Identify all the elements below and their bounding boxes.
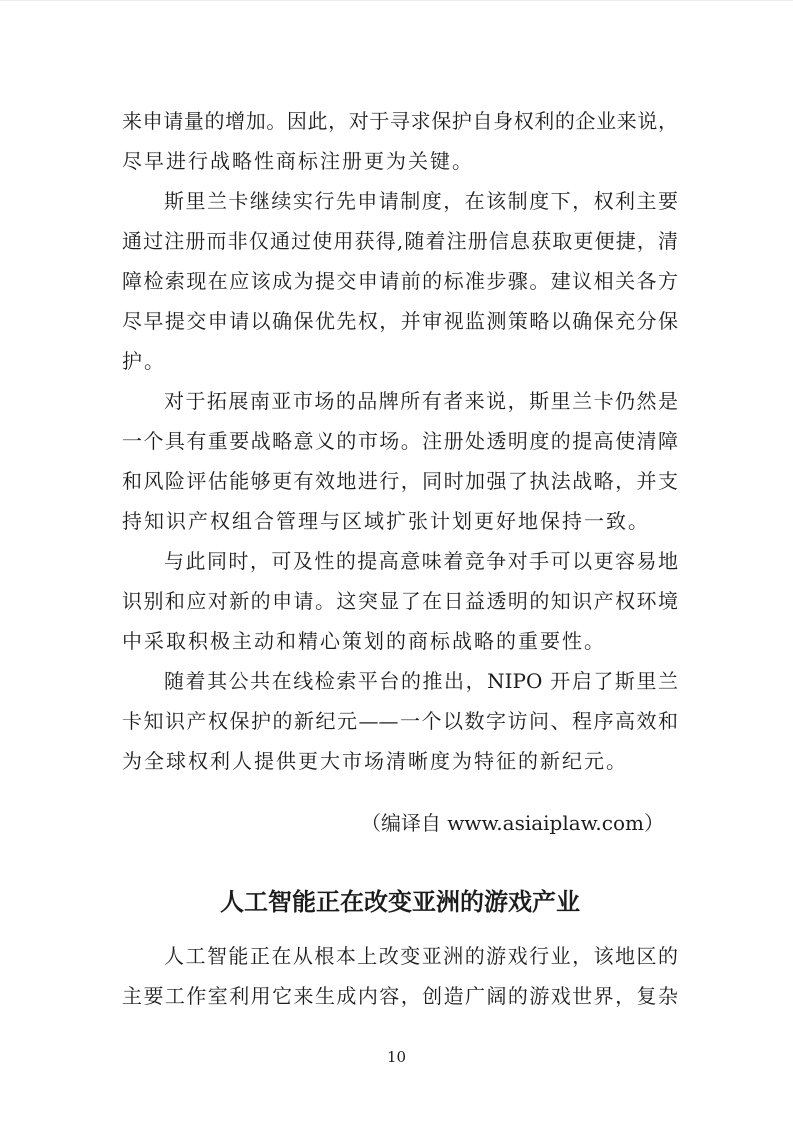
text-line: 来申请量的增加。因此，对于寻求保护自身权利的企业来说，	[122, 109, 678, 133]
text-line: 对于拓展南亚市场的品牌所有者来说，斯里兰卡仍然是	[164, 389, 678, 413]
text-line: 识别和应对新的申请。这突显了在日益透明的知识产权环境	[122, 589, 678, 613]
text-line: 一个具有重要战略意义的市场。注册处透明度的提高使清障	[122, 429, 678, 453]
page-body	[122, 101, 678, 1016]
text-line: 护。	[122, 349, 166, 373]
text-line: 通过注册而非仅通过使用获得,随着注册信息获取更便捷，清	[122, 229, 678, 253]
paragraph	[122, 541, 678, 661]
source-attribution: （编译自 www.asiaiplaw.com）	[360, 811, 664, 835]
text-line: 持知识产权组合管理与区域扩张计划更好地保持一致。	[122, 509, 650, 533]
paragraph	[122, 181, 678, 381]
text-line: 斯里兰卡继续实行先申请制度，在该制度下，权利主要	[164, 189, 678, 213]
paragraph	[122, 381, 678, 541]
text-line: 人工智能正在从根本上改变亚洲的游戏行业，该地区的	[164, 944, 678, 968]
paragraph	[122, 101, 678, 181]
text-line: 和风险评估能够更有效地进行，同时加强了执法战略，并支	[122, 469, 678, 493]
text-line: 障检索现在应该成为提交申请前的标准步骤。建议相关各方	[122, 269, 678, 293]
paragraph	[122, 936, 678, 1016]
text-line: 随着其公共在线检索平台的推出，NIPO 开启了斯里兰	[164, 669, 678, 693]
text-line: 与此同时，可及性的提高意味着竞争对手可以更容易地	[164, 549, 678, 573]
text-line: 卡知识产权保护的新纪元——一个以数字访问、程序高效和	[122, 709, 678, 733]
text-line: 为全球权利人提供更大市场清晰度为特征的新纪元。	[122, 749, 628, 773]
text-line: 中采取积极主动和精心策划的商标战略的重要性。	[122, 629, 606, 653]
text-line: 尽早提交申请以确保优先权，并审视监测策略以确保充分保	[122, 309, 678, 333]
page-number: 10	[386, 1048, 407, 1066]
text-line: 尽早进行战略性商标注册更为关键。	[122, 149, 474, 173]
paragraph	[122, 661, 678, 781]
article-title: 人工智能正在改变亚洲的游戏产业	[220, 889, 580, 916]
text-line: 主要工作室利用它来生成内容，创造广阔的游戏世界，复杂	[122, 984, 678, 1008]
